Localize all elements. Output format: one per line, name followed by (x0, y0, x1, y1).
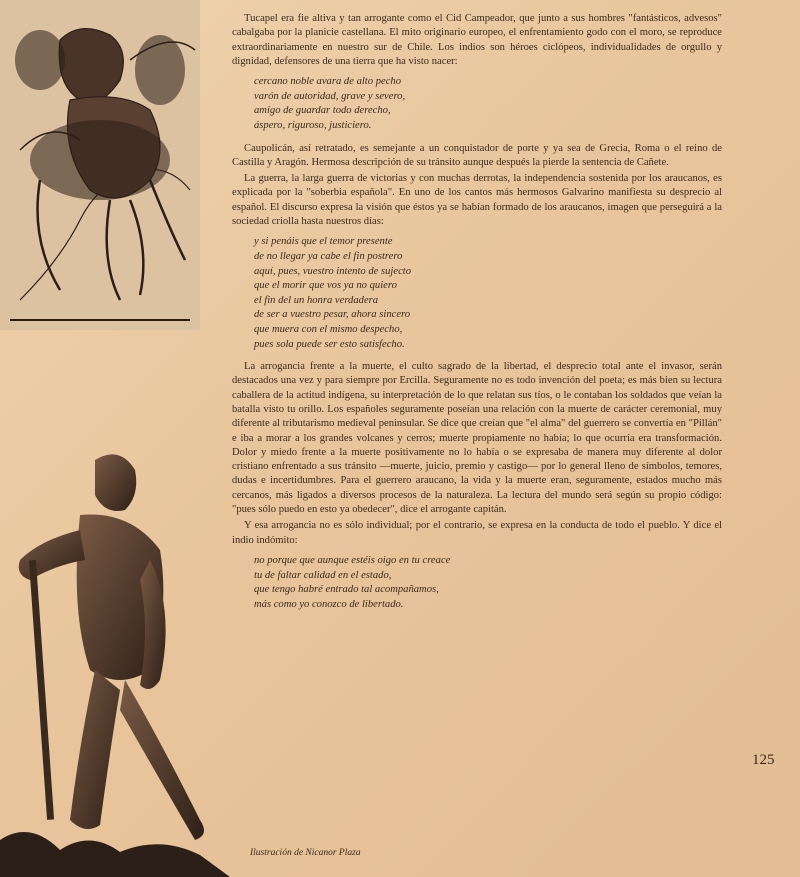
statue-left-arm (19, 530, 85, 580)
engraving-horse-shade (30, 120, 170, 200)
verse-line: que tengo habré entrado tal acompañamos, (254, 584, 439, 596)
paragraph: La arrogancia frente a la muerte, el culto sagrado de la libertad, el desprecio total ante el invasor, serán destacados una vez y para siempre por Ercilla. Seguramente no es todo invención del poeta; es más bien su lectura caballera de la actitud indígena, su interpretación de lo que relatan sus tíos, o le contaban los soldados que veían la batalla visto tu orillo. Los españoles seguramente poseían una relación con la muerte de carácter ceremonial, muy diferente al tributarismo medieval peninsular. Se dice que creían que "el alma" del guerrero se convertía en "Pillán" e iba a morar a los grandes volcanes y cerros; muerte propiamente no había; lo que ocurría era transformación. Dolor y miedo frente a la muerte positivamente no lo había o se expresaba de manera muy diferente al dolor cristiano enfrentado a sus tránsito —muerte, juicio, premio y castigo— por lo general lleno de símbolos, temores, dudas e incertidumbres. Para el guerrero araucano, la vida y la muerte eran, seguramente, estados mucho más cercanos, más ligados a diversos procesos de la naturaleza. La lectura del mundo será según su propio código: "pues sólo puedo en esto ya obedecer", dice el arrogante capitán. (232, 361, 722, 516)
verse-line: el fin del un honra verdadera (254, 294, 379, 306)
verse-line: áspero, riguroso, justiciero. (254, 119, 372, 131)
paragraph: Tucapel era fie altiva y tan arrogante como el Cid Campeador, que junto a sus hombres "fantásticos, advesos" cabalgaba por la planicie castellana. El mito originario europeo, el enfrentamiento godo con el moro, se reproduce extraordinariamente en nuestro sur de Chile. Los indios son héroes ciclópeos, individualidades de orgullo y dignidad, defensores de una tierra que ha visto nacer: (232, 13, 722, 67)
verse-line: de ser a vuestro pesar, ahora sincero (254, 309, 411, 321)
horseman-engraving (0, 0, 200, 330)
verse-line: de no llegar ya cabe el fin postrero (254, 250, 403, 262)
page-number: 125 (752, 752, 775, 768)
image-credit: Ilustración de Nicanor Plaza (250, 848, 361, 858)
paragraph: Y esa arrogancia no es sólo individual; por el contrario, se expresa en la conducta de todo el pueblo. Y dice el indio indómito: (232, 520, 722, 546)
engraving-figure-shade (135, 35, 185, 105)
paragraph: Caupolicán, así retratado, es semejante a un conquistador de porte y ya sea de Grecia, Roma o el reino de Castilla y Aragón. Hermosa descripción de su tránsito aunque después la pierde la sentencia de Cañete. (232, 142, 722, 168)
verse-line: varón de autoridad, grave y severo, (254, 90, 406, 102)
paragraph: La guerra, la larga guerra de victorias y con muchas derrotas, la independencia sostenida por los araucanos, es explicada por la "soberbia española". En uno de los cantos más hermosos Galvarino manifiesta su desprecio al español. El discurso expresa la visión que éstos ya se habían formado de los araucanos, imagen que perseguirá a la sociedad criolla hasta nuestros días: (232, 173, 722, 228)
verse-line: y si penáis que el temor presente (254, 236, 393, 248)
statue-head (95, 454, 136, 511)
verse-line: amigo de guardar todo derecho, (254, 105, 391, 117)
statue-left-leg (70, 670, 120, 829)
verse-line: más como yo conozco de libertado. (254, 598, 404, 610)
warrior-statue-photo (0, 440, 230, 877)
engraving-figure-shade (15, 30, 65, 90)
verse-line: no porque que aunque estéis oigo en tu creace (254, 554, 451, 566)
verse-block (254, 554, 722, 612)
verse-line: que muera con el mismo despecho, (254, 323, 403, 335)
verse-line: que el morir que vos ya no quiero (254, 280, 397, 292)
statue-club (29, 560, 54, 820)
verse-block (254, 235, 722, 352)
verse-block (254, 75, 722, 133)
main-text (232, 12, 722, 620)
verse-line: tu de faltar calidad en el estado, (254, 569, 392, 581)
verse-line: pues sola puede ser esto satisfecho. (254, 338, 405, 350)
statue-right-leg (120, 680, 204, 840)
verse-line: aquí, pues, vuestro intento de sujecto (254, 265, 412, 277)
verse-line: cercano noble avara de alto pecho (254, 76, 401, 88)
